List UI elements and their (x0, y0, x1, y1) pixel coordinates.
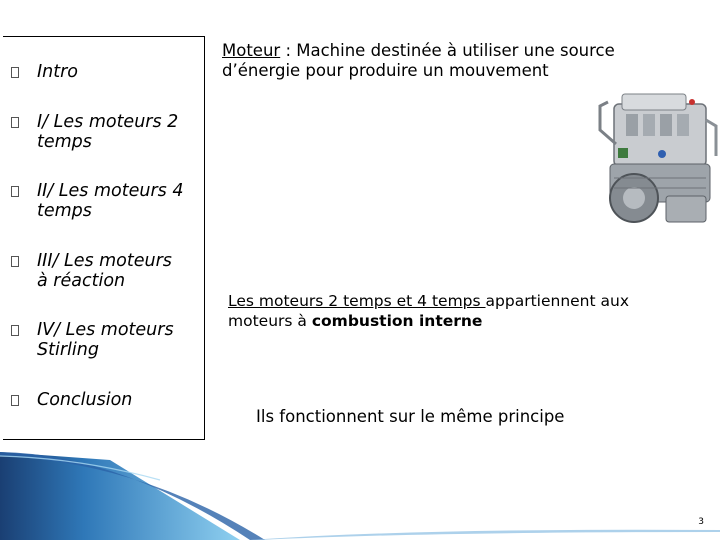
definition-term: Moteur (222, 41, 281, 60)
bullet-box-icon (11, 325, 19, 336)
outline-item-label: IV/ Les moteurs Stirling (37, 320, 174, 360)
statement-emphasis: combustion interne (311, 312, 483, 330)
bullet-box-icon (11, 186, 19, 197)
outline-item-label: Conclusion (37, 390, 133, 410)
principle-text: Ils fonctionnent sur le même principe (256, 407, 565, 426)
statement-text (228, 291, 698, 331)
definition-body: Machine destinée à utiliser une source d’énergie pour produire un mouvement (222, 41, 615, 80)
definition-text (222, 41, 662, 81)
bullet-box-icon (11, 117, 19, 128)
engine-illustration-icon (596, 86, 720, 230)
definition-separator: : (280, 41, 297, 60)
page-number: 3 (698, 517, 704, 527)
statement-underlined: Les moteurs 2 temps et 4 temps (228, 292, 486, 310)
bullet-box-icon (11, 395, 19, 406)
outline-item-label: Intro (37, 62, 79, 82)
outline-box (3, 36, 205, 440)
outline-item-label: II/ Les moteurs 4 temps (37, 181, 184, 221)
decorative-ribbon (0, 440, 720, 540)
outline-item-label: I/ Les moteurs 2 temps (37, 112, 179, 152)
bullet-box-icon (11, 67, 19, 78)
outline-item-label: III/ Les moteurs à réaction (37, 251, 172, 291)
bullet-box-icon (11, 256, 19, 267)
statement-middle: appartiennent aux moteurs à (228, 292, 630, 330)
